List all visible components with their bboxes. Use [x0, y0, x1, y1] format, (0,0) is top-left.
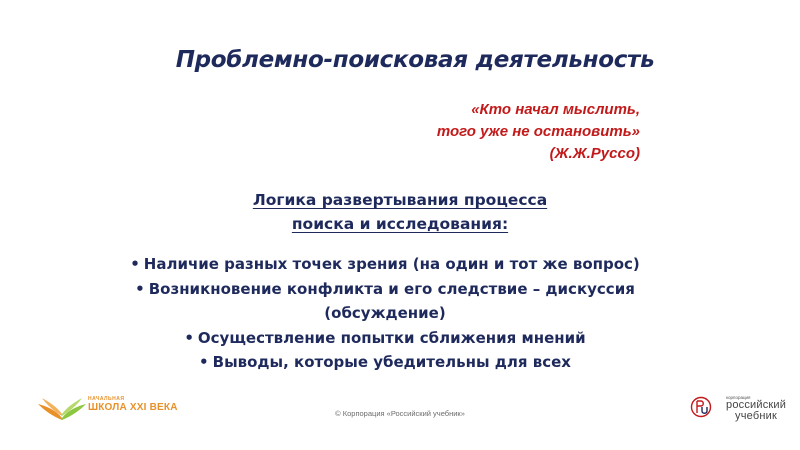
bullet-list: [90, 252, 680, 375]
bullet-dot-icon: •: [184, 328, 194, 347]
publisher-logo: [690, 394, 790, 424]
quote-line-1: «Кто начал мыслить,: [471, 101, 640, 118]
subtitle-line-1: Логика развертывания процесса: [252, 191, 548, 209]
bullet-item: • Возникновение конфликта и его следствие – дискуссия (обсуждение): [135, 279, 635, 322]
quote-line-2: того уже не остановить»: [436, 123, 640, 140]
bullet-item: • Осуществление попытки сближения мнений: [184, 328, 586, 347]
bullet-dot-icon: •: [199, 353, 209, 371]
bullet-item: • Выводы, которые убедительны для всех: [199, 353, 571, 371]
logo-right-line-1: российский: [726, 399, 787, 411]
bullet-dot-icon: •: [135, 279, 145, 298]
logo-left-small: НАЧАЛЬНАЯ: [88, 396, 125, 402]
slide-title: Проблемно-поисковая деятельность: [175, 47, 655, 73]
subtitle-line-2: поиска и исследования:: [291, 215, 509, 233]
quote-block: [320, 99, 640, 165]
publisher-mark-icon: [690, 396, 712, 418]
school-logo: [38, 392, 178, 424]
logo-right-small: корпорация: [726, 395, 751, 400]
logo-left-big: ШКОЛА XXI ВЕКА: [88, 402, 178, 413]
bullet-item: • Наличие разных точек зрения (на один и тот же вопрос): [130, 255, 640, 273]
bullet-dot-icon: •: [130, 255, 140, 273]
logo-right-line-2: учебник: [735, 410, 777, 422]
quote-author: (Ж.Ж.Руссо): [549, 145, 640, 162]
copyright-text: © Корпорация «Российский учебник»: [335, 409, 465, 418]
section-subtitle: [0, 188, 800, 236]
